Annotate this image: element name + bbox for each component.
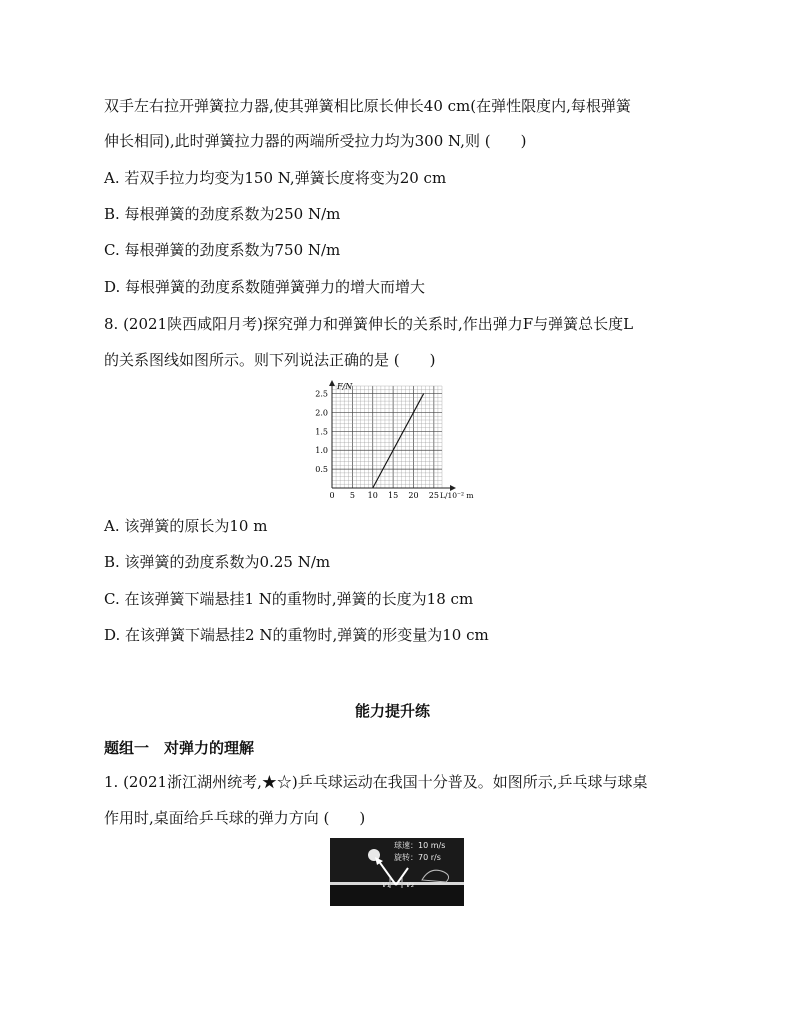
problem8-option-a: A. 该弹簧的原长为10 m [104,517,268,535]
force-length-graph [300,378,490,502]
problem7-option-b: B. 每根弹簧的劲度系数为250 N/m [104,205,341,223]
x-tick-label: 20 [408,491,419,500]
photo-label-v2: v₂ [406,880,414,889]
group-title: 题组一 对弹力的理解 [104,739,255,757]
x-tick-label: 15 [388,491,399,500]
x-axis-label: L/10⁻² m [440,491,474,500]
problem1-stem-line2: 作用时,桌面给乒乓球的弹力方向 ( ) [104,809,366,827]
problem8-stem-line1: 8. (2021陕西咸阳月考)探究弹力和弹簧伸长的关系时,作出弹力F与弹簧总长度L [104,315,634,333]
x-tick-label: 10 [367,491,378,500]
problem7-option-a: A. 若双手拉力均变为150 N,弹簧长度将变为20 cm [104,169,447,187]
racket-icon [422,870,449,882]
graph-grid [332,386,442,488]
section-title: 能力提升练 [355,702,431,720]
problem7-stem-line1: 双手左右拉开弹簧拉力器,使其弹簧相比原长伸长40 cm(在弹性限度内,每根弹簧 [104,97,631,115]
x-tick-label: 0 [329,491,335,500]
y-axis-arrow [329,380,335,386]
problem7-option-c: C. 每根弹簧的劲度系数为750 N/m [104,241,341,259]
y-tick-label: 2.5 [315,389,328,399]
photo-spin-text: 旋转：70 r/s [394,853,441,862]
problem7-option-d: D. 每根弹簧的劲度系数随弹簧弹力的增大而增大 [104,278,426,296]
problem8-option-d: D. 在该弹簧下端悬挂2 N的重物时,弹簧的形变量为10 cm [104,626,489,644]
problem8-option-c: C. 在该弹簧下端悬挂1 N的重物时,弹簧的长度为18 cm [104,590,474,608]
ping-pong-photo [330,838,464,906]
y-tick-label: 1.0 [315,446,328,456]
table-shadow [330,885,464,906]
series-line-f-l [373,394,424,488]
problem7-stem-line2: 伸长相同),此时弹簧拉力器的两端所受拉力均为300 N,则 ( ) [104,132,527,150]
photo-label-v1: v₁ [382,880,390,889]
y-tick-label: 1.5 [315,427,328,437]
problem8-option-b: B. 该弹簧的劲度系数为0.25 N/m [104,553,331,571]
y-axis-label: F/N [337,382,353,391]
problem8-stem-line2: 的关系图线如图所示。则下列说法正确的是 ( ) [104,351,436,369]
photo-speed-text: 球速：10 m/s [394,841,446,850]
x-tick-label: 5 [349,491,355,500]
y-tick-label: 0.5 [315,465,328,475]
y-tick-label: 2.0 [315,408,328,418]
graph-axes [329,380,456,491]
problem1-stem-line1: 1. (2021浙江湖州统考,★☆)乒乓球运动在我国十分普及。如图所示,乒乓球与球桌 [104,773,648,791]
x-tick-label: 25 [428,491,439,500]
